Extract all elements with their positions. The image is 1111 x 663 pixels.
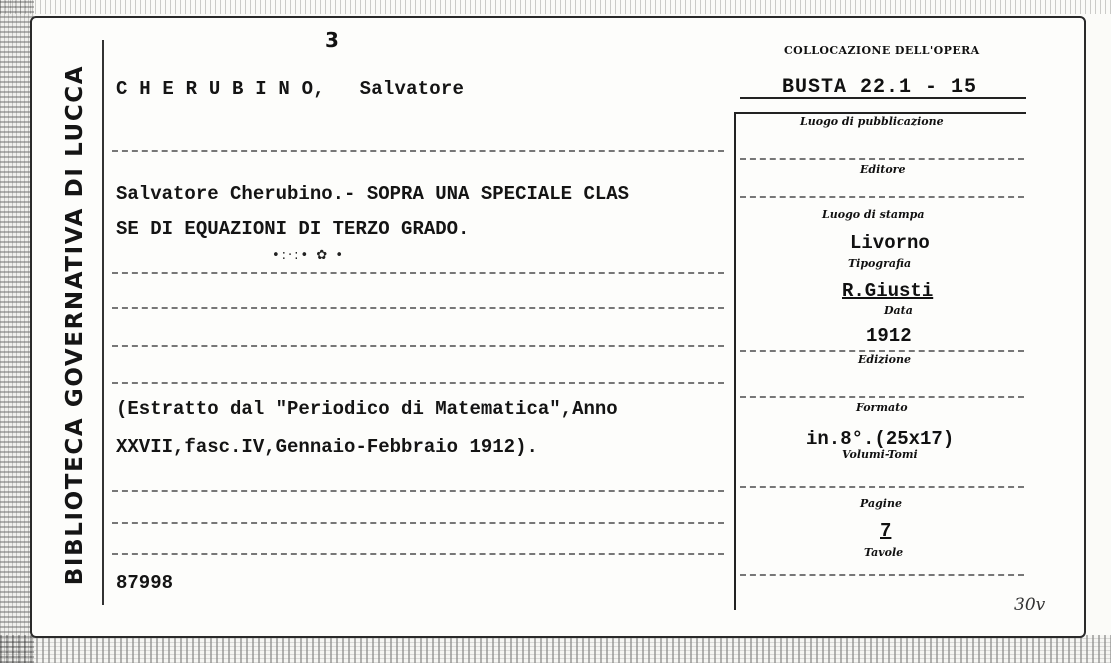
value-data: 1912: [866, 325, 912, 347]
inventory-number: 87998: [116, 572, 174, 594]
author-heading: [116, 78, 464, 100]
details-column-top-border: [734, 112, 1026, 114]
scan-edge-left: [0, 0, 34, 663]
field-rule: [740, 196, 1024, 198]
ruled-line: [112, 150, 724, 152]
label-pagine: Pagine: [860, 497, 902, 510]
label-tipografia: Tipografia: [848, 257, 912, 270]
ruled-line: [112, 307, 724, 309]
title-line-1: Salvatore Cherubino.- SOPRA UNA SPECIALE CLAS: [116, 183, 630, 205]
extract-line-2: XXVII,fasc.IV,Gennaio-Febbraio 1912).: [116, 436, 538, 458]
ornament-mark: •:·:• ✿ •: [272, 248, 346, 263]
extract-line-1: (Estratto dal "Periodico di Matematica",Anno: [116, 398, 618, 420]
author-surname: C H E R U B I N O: [116, 78, 314, 100]
label-luogo-pubblicazione: Luogo di pubblicazione: [800, 115, 944, 128]
author-separator: ,: [313, 78, 325, 100]
value-formato: in.8°.(25x17): [806, 428, 955, 450]
library-stamp-text: BIBLIOTECA GOVERNATIVA DI LUCCA: [62, 64, 88, 586]
value-tipografia: R.Giusti: [842, 280, 934, 302]
collocazione-value: BUSTA 22.1 - 15: [782, 76, 978, 99]
value-luogo-stampa: Livorno: [850, 232, 930, 254]
ruled-line: [112, 490, 724, 492]
label-edizione: Edizione: [858, 353, 912, 366]
label-volumi-tomi: Volumi-Tomi: [842, 448, 918, 461]
ruled-line: [112, 553, 724, 555]
field-rule: [740, 396, 1024, 398]
field-rule: [740, 158, 1024, 160]
collocazione-label: COLLOCAZIONE DELL'OPERA: [784, 44, 980, 57]
value-pagine: 7: [880, 520, 892, 542]
library-stamp: [58, 40, 92, 610]
label-formato: Formato: [856, 401, 908, 414]
label-editore: Editore: [860, 163, 906, 176]
page-mark: 3: [325, 28, 339, 52]
label-luogo-stampa: Luogo di stampa: [822, 208, 925, 221]
catalog-card: [30, 16, 1086, 638]
title-line-2: SE DI EQUAZIONI DI TERZO GRADO.: [116, 218, 470, 240]
stamp-divider-line: [102, 40, 104, 605]
ruled-line: [112, 382, 724, 384]
field-rule: [740, 574, 1024, 576]
handwritten-note: 30v: [1014, 595, 1046, 615]
ruled-line: [112, 345, 724, 347]
ruled-line: [112, 522, 724, 524]
ruled-line: [112, 272, 724, 274]
details-column-border: [734, 112, 736, 610]
scan-edge-top: [0, 0, 1111, 14]
label-tavole: Tavole: [864, 546, 904, 559]
field-rule: [740, 350, 1024, 352]
collocazione-underline: [740, 97, 1026, 99]
scan-edge-bottom: [0, 635, 1111, 663]
label-data: Data: [884, 304, 913, 317]
field-rule: [740, 486, 1024, 488]
author-given-name: Salvatore: [359, 78, 465, 100]
